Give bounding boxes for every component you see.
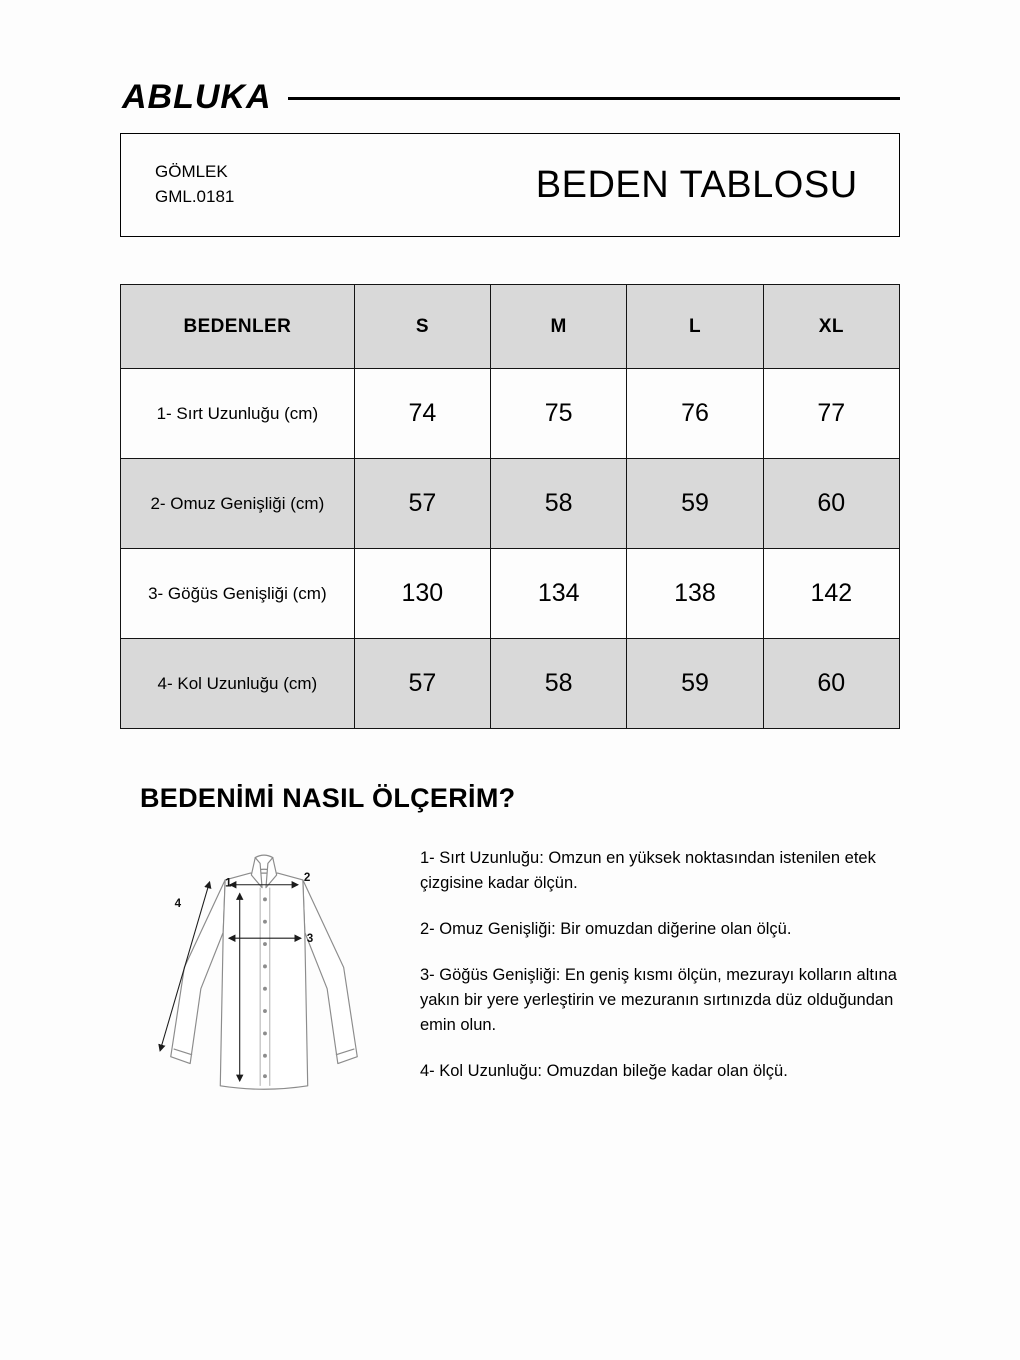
measure-instructions [420,840,905,1118]
size-value: 75 [491,369,627,459]
row-label: 3- Göğüs Genişliği (cm) [121,549,355,639]
product-type: GÖMLEK [155,162,228,182]
size-table-header-row [121,285,900,369]
size-value: 59 [627,459,763,549]
size-value: 59 [627,639,763,729]
diagram-label-1: 1 [225,876,232,890]
size-table [120,284,900,729]
size-value: 57 [354,459,490,549]
table-row-back-length [121,369,900,459]
size-value: 76 [627,369,763,459]
table-row-shoulder-width [121,459,900,549]
page-title: BEDEN TABLOSU [535,163,858,206]
size-value: 60 [763,639,899,729]
instruction-back-length: 1- Sırt Uzunluğu: Omzun en yüksek noktasından istenilen etek çizgisine kadar ölçün. [420,849,876,893]
row-label: 2- Omuz Genişliği (cm) [121,459,355,549]
size-value: 142 [763,549,899,639]
shirt-right-sleeve [303,880,357,1064]
size-value: 57 [354,639,490,729]
measure-guide [128,840,905,1118]
title-area [494,164,899,207]
product-info-box [120,133,900,237]
brand-logo: ABLUKA [122,78,272,116]
header-cell-m: M [491,285,627,369]
table-row-sleeve-length [121,639,900,729]
product-code: GML.0181 [155,187,235,206]
diagram-label-3: 3 [306,932,314,946]
brand-header [0,0,1020,117]
diagram-label-2: 2 [303,870,311,884]
diagram-label-4: 4 [174,897,182,911]
instruction-shoulder-width: 2- Omuz Genişliği: Bir omuzdan diğerine olan ölçü. [420,920,792,939]
size-value: 58 [491,459,627,549]
header-cell-xl: XL [763,285,899,369]
header-rule [288,97,900,100]
header-cell-sizes: BEDENLER [121,285,355,369]
size-value: 58 [491,639,627,729]
size-value: 60 [763,459,899,549]
product-info [121,160,494,209]
shirt-diagram [128,840,400,1118]
instruction-chest-width: 3- Göğüs Genişliği: En geniş kısmı ölçün, mezurayı kolların altına yakın bir yere yerleştirin ve mezuranın sırtınızda düz olduğundan emin olun. [420,966,897,1035]
row-label: 1- Sırt Uzunluğu (cm) [121,369,355,459]
size-value: 138 [627,549,763,639]
shirt-illustration [128,840,400,1118]
size-value: 77 [763,369,899,459]
header-cell-s: S [354,285,490,369]
instruction-sleeve-length: 4- Kol Uzunluğu: Omuzdan bileğe kadar olan ölçü. [420,1062,788,1081]
table-row-chest-width [121,549,900,639]
header-cell-l: L [627,285,763,369]
guide-title: BEDENİMİ NASIL ÖLÇERİM? [140,783,516,813]
size-value: 130 [354,549,490,639]
size-value: 134 [491,549,627,639]
size-value: 74 [354,369,490,459]
row-label: 4- Kol Uzunluğu (cm) [121,639,355,729]
